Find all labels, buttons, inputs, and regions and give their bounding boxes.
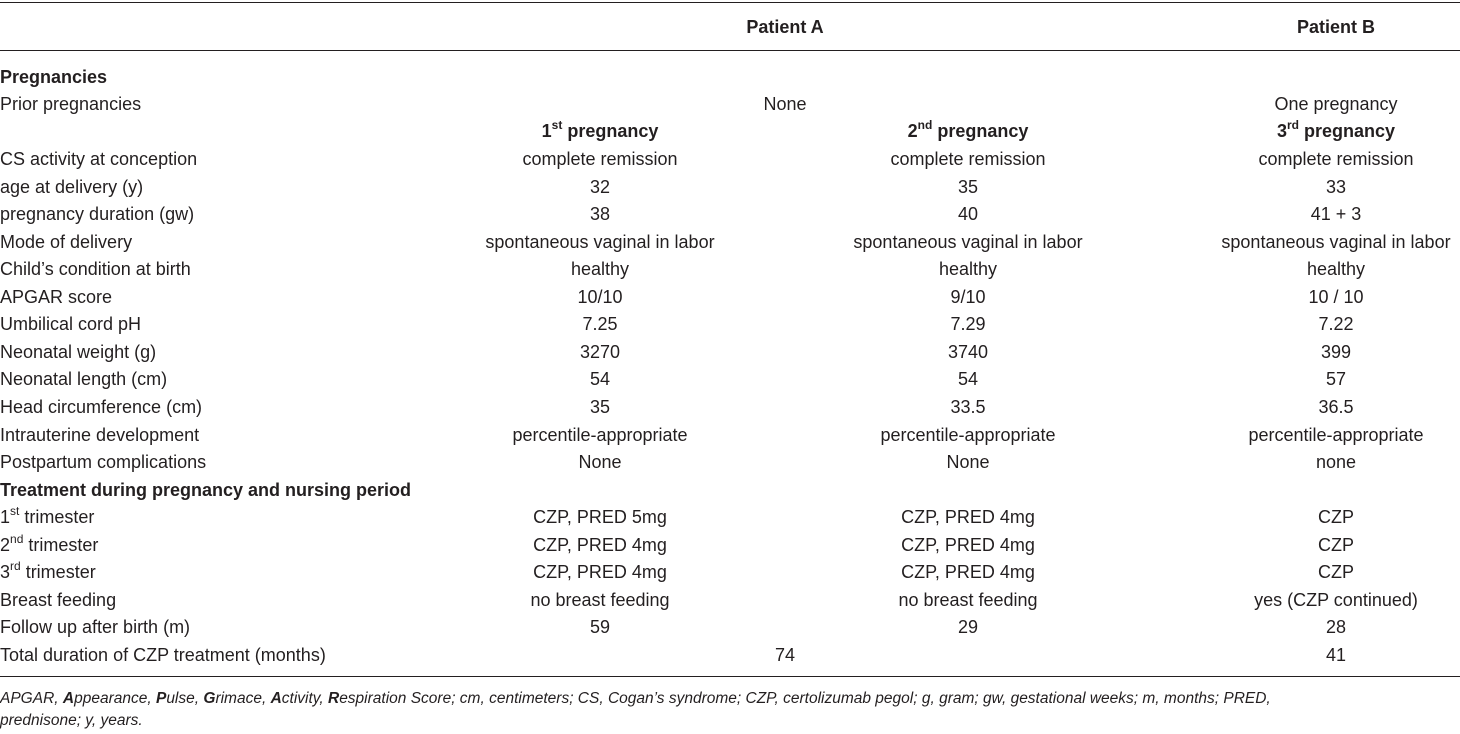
total-patient-a: 74 xyxy=(774,645,796,665)
row-label: age at delivery (y) xyxy=(0,177,144,197)
trimester-value: CZP, PRED 4mg xyxy=(901,507,1035,527)
row-value: complete remission xyxy=(522,149,678,169)
row-value: 7.29 xyxy=(950,314,986,334)
row-value: 35 xyxy=(589,397,611,417)
section-pregnancies: Pregnancies xyxy=(0,67,108,87)
total-patient-b: 41 xyxy=(1325,645,1347,665)
header-patient-b: Patient B xyxy=(1296,17,1375,37)
row-value: complete remission xyxy=(1258,149,1414,169)
row-label: Intrauterine development xyxy=(0,425,200,445)
header-rule xyxy=(0,50,1460,51)
top-rule xyxy=(0,2,1460,3)
follow-up-value: 28 xyxy=(1325,617,1347,637)
trimester-value: CZP, PRED 4mg xyxy=(533,535,667,555)
pregnancy-header: 3rd pregnancy xyxy=(1276,118,1396,141)
breast-feeding-value: no breast feeding xyxy=(898,590,1038,610)
total-label: Total duration of CZP treatment (months) xyxy=(0,645,326,665)
row-value: percentile-appropriate xyxy=(512,425,688,445)
trimester-value: CZP xyxy=(1318,507,1354,527)
row-value: 36.5 xyxy=(1318,397,1354,417)
row-value: 9/10 xyxy=(950,287,986,307)
row-value: spontaneous vaginal in labor xyxy=(853,232,1083,252)
breast-feeding-value: no breast feeding xyxy=(530,590,670,610)
section-treatment: Treatment during pregnancy and nursing period xyxy=(0,480,412,500)
row-value: 40 xyxy=(957,204,979,224)
row-value: 32 xyxy=(589,177,611,197)
row-value: 33.5 xyxy=(950,397,986,417)
follow-up-label: Follow up after birth (m) xyxy=(0,617,191,637)
row-value: 57 xyxy=(1325,369,1347,389)
breast-feeding-value: yes (CZP continued) xyxy=(1254,590,1418,610)
row-value: percentile-appropriate xyxy=(1248,425,1424,445)
row-value: spontaneous vaginal in labor xyxy=(1221,232,1451,252)
row-value: healthy xyxy=(570,259,630,279)
row-value: healthy xyxy=(938,259,998,279)
row-value: 399 xyxy=(1320,342,1352,362)
prior-patient-a: None xyxy=(763,94,807,114)
trimester-value: CZP xyxy=(1318,562,1354,582)
trimester-label: 1st trimester xyxy=(0,504,95,527)
trimester-value: CZP, PRED 4mg xyxy=(533,562,667,582)
row-label: pregnancy duration (gw) xyxy=(0,204,195,224)
header-patient-a: Patient A xyxy=(746,17,824,37)
row-label: Child’s condition at birth xyxy=(0,259,191,279)
row-value: healthy xyxy=(1306,259,1366,279)
row-value: 10 / 10 xyxy=(1308,287,1364,307)
follow-up-value: 29 xyxy=(957,617,979,637)
row-value: 54 xyxy=(589,369,611,389)
row-value: complete remission xyxy=(890,149,1046,169)
bottom-rule xyxy=(0,676,1460,677)
row-value: 38 xyxy=(589,204,611,224)
prior-label: Prior pregnancies xyxy=(0,94,142,114)
row-value: 7.25 xyxy=(582,314,618,334)
trimester-value: CZP, PRED 4mg xyxy=(901,535,1035,555)
trimester-label: 3rd trimester xyxy=(0,559,96,582)
row-label: Head circumference (cm) xyxy=(0,397,203,417)
footnote-line-2: prednisone; y, years. xyxy=(0,712,143,729)
row-label: APGAR score xyxy=(0,287,113,307)
row-value: None xyxy=(946,452,990,472)
footnote xyxy=(0,688,1460,732)
row-value: 54 xyxy=(957,369,979,389)
row-value: 7.22 xyxy=(1318,314,1354,334)
trimester-value: CZP, PRED 5mg xyxy=(533,507,667,527)
pregnancy-header: 2nd pregnancy xyxy=(907,118,1029,141)
footnote-line-1: APGAR, Appearance, Pulse, Grimace, Activity, Respiration Score; cm, centimeters; CS, Cogan’s syndrome; CZP, certolizumab pegol; g, gram; gw, gestational weeks; m, months; PRED, xyxy=(0,690,1271,707)
row-value: 3270 xyxy=(579,342,621,362)
row-value: 35 xyxy=(957,177,979,197)
row-label: Umbilical cord pH xyxy=(0,314,142,334)
row-label: CS activity at conception xyxy=(0,149,198,169)
row-label: Mode of delivery xyxy=(0,232,133,252)
row-value: 41 + 3 xyxy=(1310,204,1362,224)
trimester-value: CZP, PRED 4mg xyxy=(901,562,1035,582)
row-label: Neonatal weight (g) xyxy=(0,342,157,362)
row-value: 33 xyxy=(1325,177,1347,197)
follow-up-value: 59 xyxy=(589,617,611,637)
trimester-label: 2nd trimester xyxy=(0,532,99,555)
row-value: percentile-appropriate xyxy=(880,425,1056,445)
trimester-value: CZP xyxy=(1318,535,1354,555)
row-value: none xyxy=(1315,452,1357,472)
row-label: Neonatal length (cm) xyxy=(0,369,168,389)
row-value: 10/10 xyxy=(577,287,623,307)
row-label: Postpartum complications xyxy=(0,452,207,472)
breast-feeding-label: Breast feeding xyxy=(0,590,117,610)
row-value: spontaneous vaginal in labor xyxy=(485,232,715,252)
pregnancy-header: 1st pregnancy xyxy=(541,118,659,141)
row-value: None xyxy=(578,452,622,472)
row-value: 3740 xyxy=(947,342,989,362)
prior-patient-b: One pregnancy xyxy=(1274,94,1398,114)
